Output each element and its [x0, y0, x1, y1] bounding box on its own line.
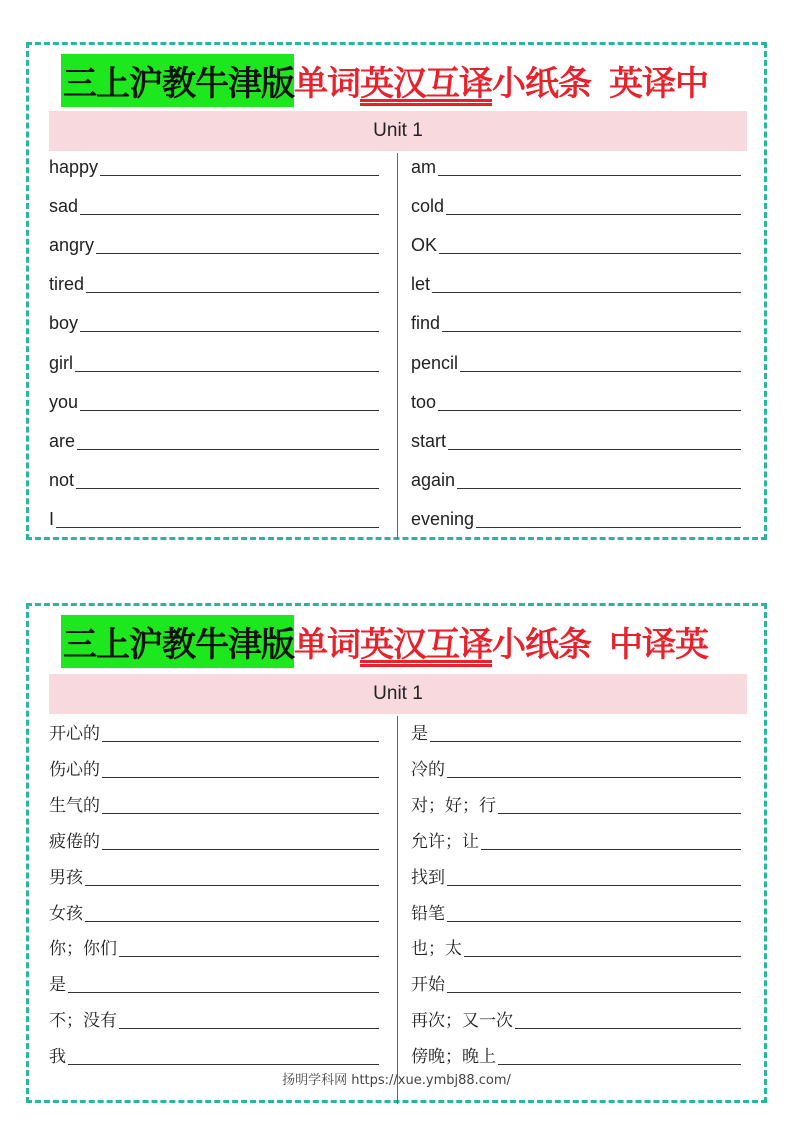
- word-prompt: evening: [411, 508, 475, 529]
- answer-line[interactable]: [481, 849, 741, 850]
- word-prompt: you: [49, 391, 79, 412]
- footer-watermark: 扬明学科网 https://xue.ymbj88.com/: [282, 1073, 511, 1088]
- answer-line[interactable]: [102, 777, 379, 778]
- unit-header: Unit 1: [49, 674, 747, 714]
- word-row: [411, 313, 745, 335]
- answer-line[interactable]: [119, 956, 379, 957]
- word-prompt: 也；太: [411, 939, 462, 960]
- word-row: [49, 353, 383, 375]
- word-prompt: girl: [49, 352, 74, 373]
- word-prompt: 铅笔: [411, 903, 445, 924]
- word-row: [49, 934, 383, 960]
- word-row: [411, 719, 745, 745]
- answer-line[interactable]: [100, 175, 379, 176]
- title-part-b: 小纸条: [492, 624, 591, 665]
- answer-line[interactable]: [86, 292, 379, 293]
- word-prompt: I: [49, 508, 55, 529]
- answer-line[interactable]: [447, 885, 741, 886]
- word-prompt: 允许；让: [411, 831, 479, 852]
- answer-line[interactable]: [102, 813, 379, 814]
- word-prompt: 你；你们: [49, 939, 117, 960]
- word-prompt: start: [411, 430, 447, 451]
- word-row: [411, 755, 745, 781]
- word-prompt: 再次；又一次: [411, 1011, 513, 1032]
- word-row: [49, 791, 383, 817]
- answer-line[interactable]: [447, 777, 741, 778]
- word-prompt: tired: [49, 274, 85, 295]
- word-prompt: 是: [49, 975, 66, 996]
- card-title: [61, 612, 708, 670]
- word-row: [411, 353, 745, 375]
- word-row: [49, 157, 383, 179]
- word-prompt: let: [411, 274, 431, 295]
- word-prompt: 生气的: [49, 795, 100, 816]
- title-mode: 英译中: [609, 63, 708, 104]
- word-row: [411, 157, 745, 179]
- word-row: [411, 934, 745, 960]
- word-row: [49, 313, 383, 335]
- answer-line[interactable]: [446, 214, 741, 215]
- answer-line[interactable]: [119, 1028, 379, 1029]
- word-row: [49, 431, 383, 453]
- answer-line[interactable]: [68, 992, 379, 993]
- word-prompt: OK: [411, 235, 438, 256]
- word-prompt: sad: [49, 196, 79, 217]
- word-prompt: 傍晚；晚上: [411, 1047, 496, 1068]
- word-prompt: 疲倦的: [49, 831, 100, 852]
- answer-line[interactable]: [56, 527, 379, 528]
- word-row: [411, 274, 745, 296]
- unit-header: Unit 1: [49, 111, 747, 151]
- answer-line[interactable]: [457, 488, 741, 489]
- word-row: [49, 196, 383, 218]
- word-row: [411, 970, 745, 996]
- word-prompt: 男孩: [49, 867, 83, 888]
- word-prompt: 女孩: [49, 903, 83, 924]
- word-prompt: are: [49, 430, 76, 451]
- word-prompt: am: [411, 157, 437, 177]
- word-prompt: 开始: [411, 975, 445, 996]
- title-mode: 中译英: [609, 624, 708, 665]
- word-row: [49, 827, 383, 853]
- answer-line[interactable]: [76, 488, 379, 489]
- answer-line[interactable]: [498, 813, 741, 814]
- answer-line[interactable]: [438, 410, 741, 411]
- word-prompt: pencil: [411, 352, 459, 373]
- answer-line[interactable]: [80, 214, 379, 215]
- worksheet-card-en-to-cn: [26, 42, 767, 540]
- word-prompt: 不；没有: [49, 1011, 117, 1032]
- word-row: [49, 274, 383, 296]
- answer-line[interactable]: [442, 331, 741, 332]
- worksheet-card-cn-to-en: [26, 603, 767, 1103]
- word-prompt: 我: [49, 1047, 66, 1068]
- word-prompt: 对；好；行: [411, 795, 496, 816]
- word-prompt: boy: [49, 313, 79, 334]
- word-row: [411, 827, 745, 853]
- word-prompt: happy: [49, 157, 99, 177]
- answer-line[interactable]: [77, 449, 379, 450]
- title-publisher: 三上沪教牛津版: [61, 54, 294, 107]
- word-prompt: again: [411, 469, 456, 490]
- word-row: [49, 470, 383, 492]
- answer-line[interactable]: [498, 1064, 741, 1065]
- word-prompt: find: [411, 313, 441, 334]
- word-row: [49, 970, 383, 996]
- card-title: [61, 51, 708, 109]
- word-row: [49, 899, 383, 925]
- word-row: [411, 470, 745, 492]
- answer-line[interactable]: [448, 449, 741, 450]
- word-row: [49, 392, 383, 414]
- word-row: [411, 196, 745, 218]
- word-prompt: 冷的: [411, 759, 445, 780]
- answer-line[interactable]: [464, 956, 741, 957]
- answer-line[interactable]: [75, 371, 379, 372]
- word-row: [411, 1006, 745, 1032]
- answer-line[interactable]: [476, 527, 741, 528]
- answer-line[interactable]: [85, 885, 379, 886]
- word-row: [411, 863, 745, 889]
- answer-line[interactable]: [85, 921, 379, 922]
- title-publisher: 三上沪教牛津版: [61, 615, 294, 668]
- title-part-a: 单词: [294, 624, 360, 665]
- word-prompt: cold: [411, 196, 445, 217]
- word-prompt: too: [411, 391, 437, 412]
- answer-line[interactable]: [460, 371, 741, 372]
- answer-line[interactable]: [447, 921, 741, 922]
- answer-line[interactable]: [80, 410, 379, 411]
- title-part-underlined: 英汉互译: [360, 624, 492, 665]
- word-prompt: 开心的: [49, 724, 100, 744]
- answer-line[interactable]: [102, 849, 379, 850]
- word-prompt: 是: [411, 724, 428, 744]
- word-row: [411, 899, 745, 925]
- answer-line[interactable]: [438, 175, 741, 176]
- word-prompt: 伤心的: [49, 759, 100, 780]
- word-row: [49, 235, 383, 257]
- title-part-b: 小纸条: [492, 63, 591, 104]
- word-row: [411, 235, 745, 257]
- word-row: [49, 719, 383, 745]
- title-part-a: 单词: [294, 63, 360, 104]
- word-row: [49, 863, 383, 889]
- word-prompt: angry: [49, 235, 95, 256]
- title-part-underlined: 英汉互译: [360, 63, 492, 104]
- column-divider: [397, 153, 398, 539]
- word-row: [49, 1006, 383, 1032]
- word-row: [411, 1042, 745, 1068]
- word-row: [49, 755, 383, 781]
- answer-line[interactable]: [430, 741, 741, 742]
- word-row: [49, 509, 383, 531]
- word-row: [411, 509, 745, 531]
- answer-line[interactable]: [102, 741, 379, 742]
- word-prompt: 找到: [411, 867, 445, 888]
- column-divider: [397, 716, 398, 1104]
- word-row: [411, 392, 745, 414]
- answer-line[interactable]: [515, 1028, 741, 1029]
- word-row: [411, 431, 745, 453]
- answer-line[interactable]: [447, 992, 741, 993]
- answer-line[interactable]: [68, 1064, 379, 1065]
- answer-line[interactable]: [439, 253, 741, 254]
- word-row: [411, 791, 745, 817]
- answer-line[interactable]: [80, 331, 379, 332]
- word-row: [49, 1042, 383, 1068]
- word-prompt: not: [49, 469, 75, 490]
- answer-line[interactable]: [432, 292, 741, 293]
- answer-line[interactable]: [96, 253, 379, 254]
